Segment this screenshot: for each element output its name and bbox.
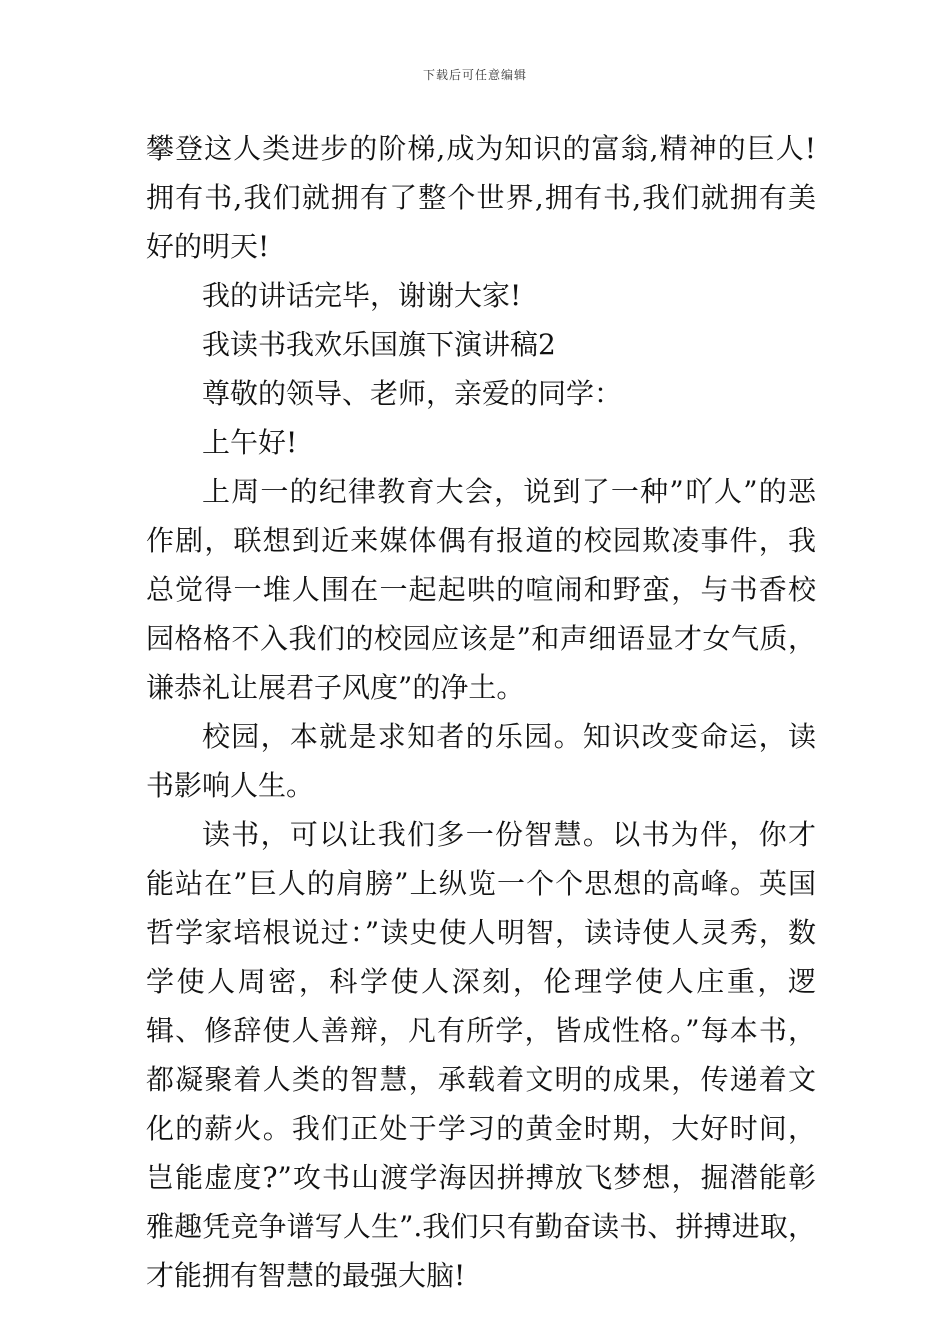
paragraph-campus: 校园，本就是求知者的乐园。知识改变命运，读书影响人生。 (146, 720, 816, 802)
greeting: 上午好! (202, 426, 298, 459)
salutation: 尊敬的领导、老师，亲爱的同学： (202, 377, 623, 410)
paragraph-thanks: 我的讲话完毕，谢谢大家! (202, 279, 522, 312)
paragraph-reading: 读书，可以让我们多一份智慧。以书为伴，你才能站在”巨人的肩膀”上纵览一个个思想的高峰。英国哲学家培根说过：”读史使人明智，读诗使人灵秀，数学使人周密，科学使人深刻，伦理学使人庄重，逻辑、修辞使人善辩，凡有所学，皆成性格。”每本书，都凝聚着人类的智慧，承载着文明的成果，传递着文化的薪火。我们正处于学习的黄金时期，大好时间，岂能虚度?”攻书山渡学海因拼搏放飞梦想，掘潜能彰雅趣凭竞争谱写人生”.我们只有勤奋读书、拼搏进取，才能拥有智慧的最强大脑! (146, 818, 816, 1292)
speech-title: 我读书我欢乐国旗下演讲稿2 (202, 328, 556, 361)
paragraph-discipline: 上周一的纪律教育大会，说到了一种”吖人”的恶作剧，联想到近来媒体偶有报道的校园欺凌事件，我总觉得一堆人围在一起起哄的喧闹和野蛮，与书香校园格格不入我们的校园应该是”和声细语显才女气质，谦恭礼让展君子风度”的净土。 (146, 475, 816, 704)
page-header: 下载后可任意编辑 (422, 68, 527, 82)
paragraph-closing-line: 攀登这人类进步的阶梯,成为知识的富翁,精神的巨人!拥有书,我们就拥有了整个世界,拥有书,我们就拥有美好的明天! (146, 132, 816, 263)
document-body (146, 124, 816, 1300)
